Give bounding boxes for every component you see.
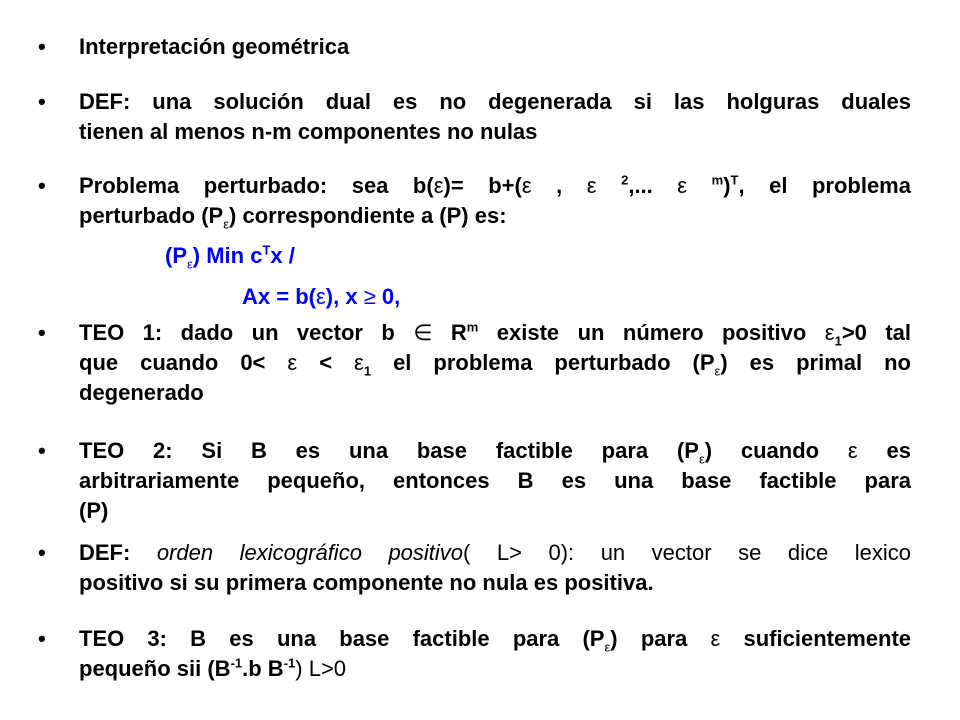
epsilon-symbol: ε xyxy=(677,173,688,198)
text-line xyxy=(79,624,911,654)
text-line: (P) xyxy=(79,498,109,523)
text-run: )= b+( xyxy=(443,173,522,198)
epsilon-subscript: ε xyxy=(187,256,193,272)
text-run: ) xyxy=(723,173,731,198)
text-line: tienen al menos n-m componentes no nulas xyxy=(79,119,538,144)
text-line xyxy=(79,201,911,231)
text-line xyxy=(79,538,911,568)
text-run: ( L> 0): un vector se dice lexico xyxy=(463,540,911,565)
text-run: es xyxy=(857,438,911,463)
epsilon-subscript: ε xyxy=(604,639,611,655)
bullet-marker: • xyxy=(38,173,46,198)
epsilon-symbol: ε xyxy=(433,173,444,198)
italic-term: orden lexicográfico positivo xyxy=(156,540,464,565)
epsilon-subscript: ε xyxy=(698,451,705,467)
text-run: TEO 2: Si B es una base factible para (P xyxy=(79,438,699,463)
bullet-teo3 xyxy=(79,624,911,684)
text-run: .b B xyxy=(242,656,284,681)
text-run: ) Min c xyxy=(192,243,263,268)
text-run: , xyxy=(531,173,587,198)
text-line: positivo si su primera componente no nula es positiva. xyxy=(79,570,654,595)
text-line xyxy=(79,654,911,684)
equation-line xyxy=(242,282,742,312)
bullet-marker: • xyxy=(38,320,46,345)
text-run: >0 tal xyxy=(841,320,912,345)
text-run: TEO 1: dado un vector b xyxy=(79,320,414,345)
epsilon-symbol: ε xyxy=(586,173,597,198)
text-run: ) cuando xyxy=(704,438,848,463)
bullet-marker: • xyxy=(38,540,46,565)
text-line xyxy=(79,318,911,348)
text-run: , el problema xyxy=(738,173,911,198)
subscript: 1 xyxy=(834,333,842,349)
text-run: Ax = b( xyxy=(242,284,316,309)
bullet-problema-perturbado xyxy=(79,171,911,231)
text-run xyxy=(597,173,622,198)
bullet-teo2 xyxy=(79,436,911,526)
geq-symbol: ≥ xyxy=(363,284,376,309)
bullet-text: Interpretación geométrica xyxy=(79,34,350,59)
superscript: m xyxy=(711,172,724,188)
bullet-def-dual xyxy=(79,87,911,147)
text-run: perturbado (P xyxy=(79,203,224,228)
epsilon-symbol: ε xyxy=(521,173,532,198)
text-run: ) correspondiente a (P) es: xyxy=(229,203,507,228)
epsilon-symbol: ε xyxy=(354,350,364,375)
bullet-interpretacion xyxy=(79,32,911,62)
epsilon-symbol: ε xyxy=(824,320,835,345)
subscript: 1 xyxy=(363,363,372,379)
bullet-marker: • xyxy=(38,89,46,114)
bullet-def-lexico xyxy=(79,538,911,598)
text-run: DEF: xyxy=(79,540,157,565)
epsilon-subscript: ε xyxy=(223,216,230,232)
text-run xyxy=(687,173,712,198)
epsilon-symbol: ε xyxy=(315,284,326,309)
superscript: 2 xyxy=(621,172,629,188)
text-run: ) para xyxy=(610,626,711,651)
text-run: < xyxy=(297,350,355,375)
text-run: (P xyxy=(165,243,187,268)
text-run: L>0 xyxy=(308,656,347,681)
element-of-symbol: ∈ xyxy=(413,320,433,345)
text-run: x / xyxy=(270,243,295,268)
epsilon-symbol: ε xyxy=(847,438,858,463)
text-run: Problema perturbado: sea b( xyxy=(79,173,434,198)
text-run: pequeño sii (B xyxy=(79,656,231,681)
superscript: -1 xyxy=(230,655,243,671)
superscript: -1 xyxy=(283,655,296,671)
text-line: arbitrariamente pequeño, entonces B es una base factible para xyxy=(79,468,911,493)
text-line: degenerado xyxy=(79,380,204,405)
text-run: ,... xyxy=(628,173,678,198)
text-line xyxy=(79,171,911,201)
superscript: m xyxy=(466,319,479,335)
bullet-marker: • xyxy=(38,438,46,463)
text-run: 0, xyxy=(375,284,401,309)
text-run: existe un número positivo xyxy=(478,320,825,345)
text-run: R xyxy=(432,320,467,345)
text-line: DEF: una solución dual es no degenerada si las holguras duales xyxy=(79,89,911,114)
text-run: TEO 3: B es una base factible para (P xyxy=(79,626,605,651)
superscript: T xyxy=(262,242,271,258)
bullet-marker: • xyxy=(38,34,46,59)
epsilon-symbol: ε xyxy=(710,626,721,651)
text-run: ), x xyxy=(325,284,364,309)
text-run: el problema perturbado (P xyxy=(371,350,715,375)
bullet-teo1 xyxy=(79,318,911,408)
epsilon-subscript: ε xyxy=(714,363,721,379)
text-run: ) xyxy=(295,656,309,681)
text-run: que cuando 0< xyxy=(79,350,288,375)
text-line xyxy=(79,436,911,466)
equation-line xyxy=(165,241,765,271)
text-line xyxy=(79,348,911,378)
equation-objective xyxy=(165,241,765,271)
equation-constraints xyxy=(242,282,742,312)
superscript: T xyxy=(730,172,739,188)
epsilon-symbol: ε xyxy=(287,350,298,375)
text-run: suficientemente xyxy=(720,626,912,651)
text-run: ) es primal no xyxy=(720,350,911,375)
bullet-marker: • xyxy=(38,626,46,651)
